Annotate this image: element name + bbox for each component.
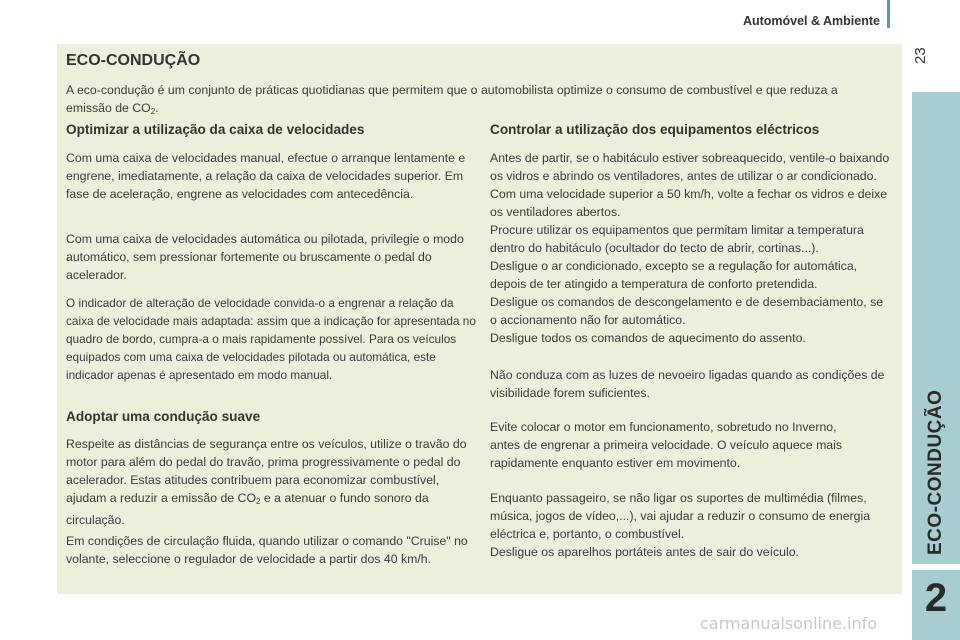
paragraph-fog-lights: Não conduza com as luzes de nevoeiro ligadas quando as condições de visibilidade forem suficientes.	[490, 368, 885, 400]
paragraph-manual-gearbox: Com uma caixa de velocidades manual, efectue o arranque lentamente e engrene, imediatamente, a relação da caixa de velocidades superior. Em fase de aceleração, engrene as velocidades com antecedência.	[66, 151, 466, 201]
page-title: ECO-CONDUÇÃO	[66, 52, 201, 69]
electrical-tip: Desligue os comandos de descongelamento e de desembaciamento, se o accionamento não for automático.	[490, 295, 884, 327]
electrical-tips	[490, 149, 890, 347]
paragraph-gear-indicator: O indicador de alteração de velocidade convida-o a engrenar a relação da caixa de velocidade mais adaptada: assim que a indicação for apresentada no quadro de bordo, cumpra-a o mais rapidamente possível. Para os veículos equipados com uma caixa de velocidades pilotada ou automática, este indicador apenas é apresentado em modo manual.	[66, 296, 476, 382]
heading-gearbox: Optimizar a utilização da caixa de velocidades	[66, 122, 365, 137]
page-number: 23	[912, 47, 929, 65]
paragraph-multimedia: Enquanto passageiro, se não ligar os suportes de multimédia (filmes, música, jogos de vídeo,...), vai ajudar a reduzir o consumo de energia eléctrica e, portanto, o combustível. Desligue os aparelhos portáteis antes de sair do veículo.	[490, 491, 871, 559]
page-header	[600, 0, 890, 28]
paragraph-cruise: Em condições de circulação fluida, quando utilizar o comando "Cruise" no volante, seleccione o regulador de velocidade a partir dos 40 km/h.	[66, 534, 468, 566]
paragraph-automatic-gearbox: Com uma caixa de velocidades automática ou pilotada, privilegie o modo automático, sem pressionar fortemente ou bruscamente o pedal do acelerador.	[66, 232, 464, 282]
chapter-tab-label: ECO-CONDUÇÃO	[925, 389, 946, 555]
header-rule	[887, 0, 890, 28]
paragraph-smooth-driving: Respeite as distâncias de segurança entre os veículos, utilize o travão do motor para além do pedal do travão, prima progressivamente o pedal do acelerador. Estas atitudes contribuem para economizar combustível, ajudam a reduzir a emissão de $CO_2$ e a atenuar o fundo sonoro da circulação.	[66, 437, 467, 527]
section-title: Automóvel & Ambiente	[742, 14, 880, 28]
intro-paragraph: A eco-condução é um conjunto de práticas quotidianas que permitem que o automobilista optimize o consumo de combustível e que reduza a emissão de $CO_2$.	[66, 83, 838, 116]
electrical-tip: Desligue todos os comandos de aquecimento do assento.	[490, 331, 806, 345]
heading-smooth-driving: Adoptar uma condução suave	[66, 409, 261, 424]
electrical-tip: Antes de partir, se o habitáculo estiver sobreaquecido, ventile-o baixando os vidros e abrindo os ventiladores, antes de utilizar o ar condicionado.	[490, 151, 890, 183]
electrical-tip: Procure utilizar os equipamentos que permitam limitar a temperatura dentro do habitáculo (ocultador do tecto de abrir, cortinas...).	[490, 223, 864, 255]
chapter-number: 2	[924, 576, 948, 620]
watermark: carmanualsonline.info	[700, 614, 878, 633]
electrical-tip: Desligue o ar condicionado, excepto se a regulação for automática, depois de ter atingido a temperatura de conforto pretendida.	[490, 259, 858, 291]
paragraph-engine-warmup: Evite colocar o motor em funcionamento, sobretudo no Inverno, antes de engrenar a primeira velocidade. O veículo aquece mais rapidamente enquanto estiver em movimento.	[490, 420, 843, 470]
electrical-tip: Com uma velocidade superior a 50 km/h, volte a fechar os vidros e deixe os ventiladores abertos.	[490, 187, 888, 219]
heading-electrical: Controlar a utilização dos equipamentos eléctricos	[490, 122, 820, 137]
